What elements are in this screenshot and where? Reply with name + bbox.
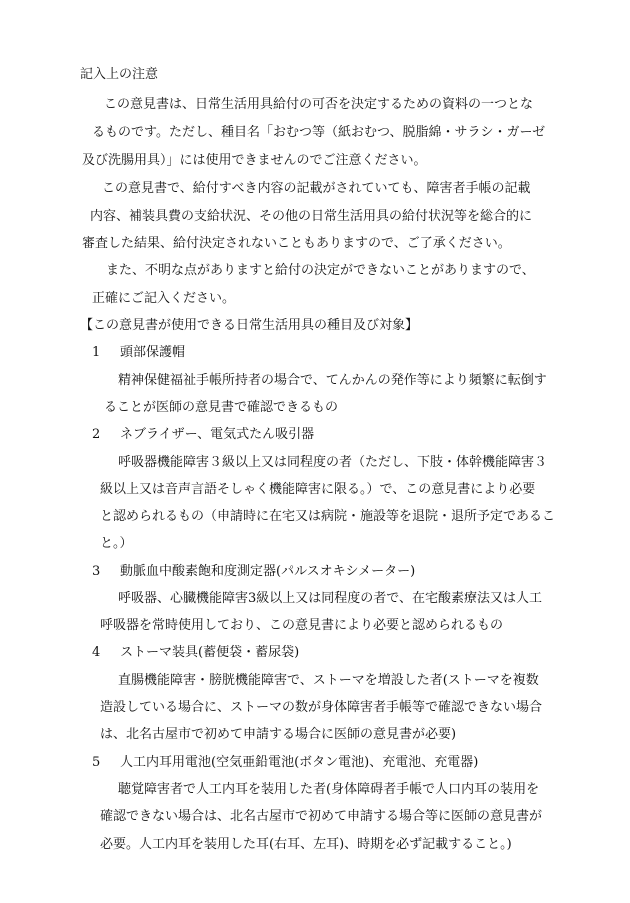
item-desc-line: 確認できない場合は、北名古屋市で初めて申請する場合等に医師の意見書が bbox=[100, 809, 543, 824]
item-title-text: ネブライザー、電気式たん吸引器 bbox=[120, 427, 315, 442]
note-line: この意見書は、日常生活用具給付の可否を決定するための資料の一つとな bbox=[104, 97, 534, 112]
item-desc-line: 級以上又は音声言語そしゃく機能障害に限る。）で、この意見書により必要 bbox=[100, 482, 536, 497]
item-desc-line: と認められるもの（申請時に在宅又は病院・施設等を退院・退所予定であるこ bbox=[100, 509, 556, 524]
item-desc-line: 造設している場合に、ストーマの数が身体障害者手帳等で確認できない場合 bbox=[100, 700, 543, 715]
item-title bbox=[92, 428, 314, 441]
item-desc-line: 呼吸器を常時使用しており、この意見書により必要と認められるもの bbox=[100, 618, 504, 633]
note-line: 審査した結果、給付決定されないこともありますので、ご了承ください。 bbox=[82, 236, 511, 251]
item-title-text: 人工内耳用電池(空気亜鉛電池(ボタン電池)、充電池、充電器) bbox=[120, 755, 479, 770]
item-desc-line: 精神保健福祉手帳所持者の場合で、てんかんの発作等により頻繁に転倒す bbox=[118, 373, 547, 388]
item-title-text: ストーマ装具(蓄便袋・蓄尿袋) bbox=[120, 645, 300, 660]
item-title bbox=[92, 346, 185, 359]
item-desc-line: は、北名古屋市で初めて申請する場合に医師の意見書が必要) bbox=[100, 727, 457, 742]
item-number: 2 bbox=[92, 427, 101, 442]
item-number: 3 bbox=[92, 564, 101, 579]
note-line: るものです。ただし、種目名「おむつ等（紙おむつ、脱脂綿・サラシ・ガーゼ bbox=[92, 125, 546, 140]
item-title bbox=[92, 756, 478, 769]
item-desc-line: ることが医師の意見書で確認できるもの bbox=[104, 400, 339, 415]
note-line: また、不明な点がありますと給付の決定ができないことがありますので、 bbox=[106, 263, 535, 278]
note-line: 及び洗腸用具）」には使用できませんのでご注意ください。 bbox=[82, 153, 427, 168]
item-title bbox=[92, 646, 299, 659]
item-title-text: 頭部保護帽 bbox=[120, 345, 186, 360]
item-desc-line: 呼吸器機能障害３級以上又は同程度の者（ただし、下肢・体幹機能障害３ bbox=[118, 455, 548, 470]
note-line: この意見書で、給付すべき内容の記載がされていても、障害者手帳の記載 bbox=[102, 181, 531, 196]
item-number: 1 bbox=[92, 345, 101, 360]
section-heading: 【この意見書が使用できる日常生活用具の種目及び対象】 bbox=[80, 318, 419, 333]
item-title bbox=[92, 565, 415, 578]
note-line: 正確にご記入ください。 bbox=[92, 291, 236, 306]
item-title-text: 動脈血中酸素飽和度測定器(パルスオキシメーター) bbox=[120, 564, 416, 579]
page-title: 記入上の注意 bbox=[80, 67, 159, 82]
item-desc-line: 聴覚障害者で人工内耳を装用した者(身体障碍者手帳で人口内耳の装用を bbox=[118, 782, 540, 797]
item-desc-line: 必要。人工内耳を装用した耳(右耳、左耳)、時期を必ず記載すること。) bbox=[100, 837, 512, 852]
item-desc-line: と。） bbox=[100, 536, 133, 551]
item-number: 5 bbox=[92, 755, 101, 770]
item-desc-line: 呼吸器、心臓機能障害3級以上又は同程度の者で、在宅酸素療法又は人工 bbox=[118, 591, 543, 606]
item-number: 4 bbox=[92, 645, 101, 660]
item-desc-line: 直腸機能障害・膀胱機能障害で、ストーマを増設した者(ストーマを複数 bbox=[118, 673, 539, 688]
note-line: 内容、補装具費の支給状況、その他の日常生活用具の給付状況等を総合的に bbox=[90, 209, 533, 224]
